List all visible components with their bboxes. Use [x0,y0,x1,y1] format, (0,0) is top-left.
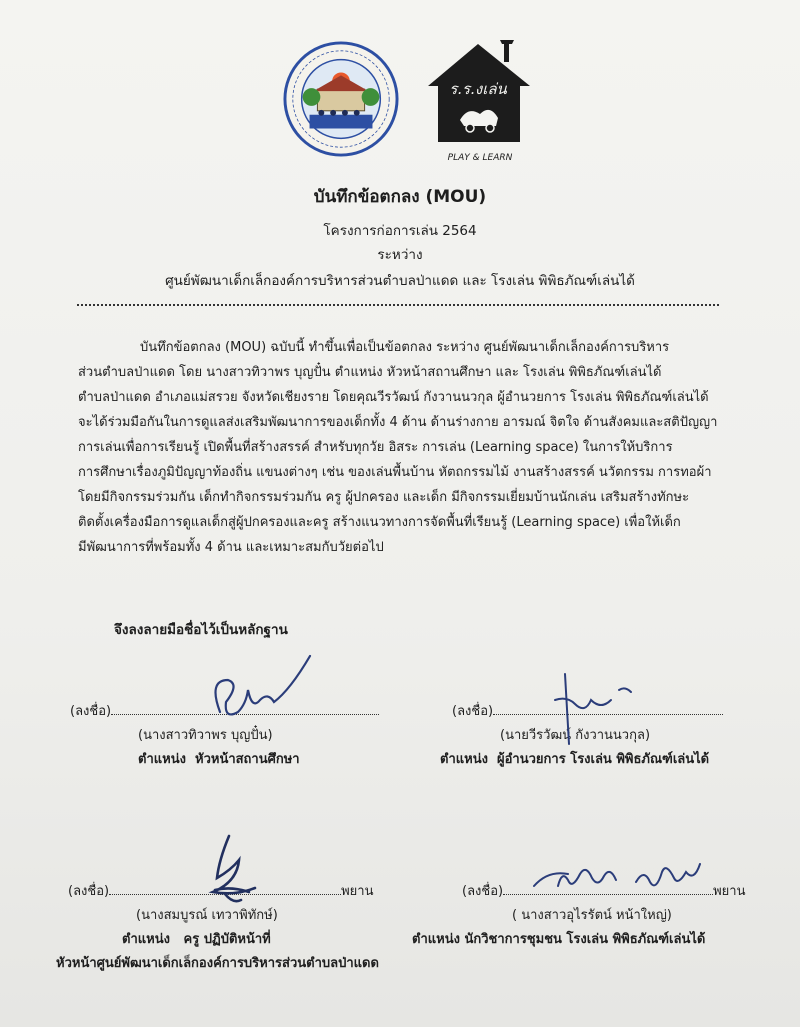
body-line: จะได้ร่วมมือกันในการดูแลส่งเสริมพัฒนาการของเด็กทั้ง 4 ด้าน ด้านร่างกาย อารมณ์ จิตใจ ด้านสังคมและสติปัญญา [78,415,718,430]
sign-label: (ลงชื่อ) [462,884,504,899]
position-label: ตำแหน่ง [412,932,460,947]
body-line: บันทึกข้อตกลง (MOU) ฉบับนี้ ทำขึ้นเพื่อเป็นข้อตกลง ระหว่าง ศูนย์พัฒนาเด็กเล็กองค์การบริหาร [140,340,670,355]
sign-label: (ลงชื่อ) [70,704,112,719]
signer-position-row [412,928,745,952]
signer-position-row [70,748,379,772]
body-line: โดยมีกิจกรรมร่วมกัน เด็กทำกิจกรรมร่วมกัน ครู ผู้ปกครอง และเด็ก มีกิจกรรมเยี่ยมบ้านนักเล่น เสริมสร้างทักษะ [78,490,690,505]
agreement-body [78,335,770,560]
play-and-learn-house-logo [420,34,540,164]
between-label: ระหว่าง [377,247,423,263]
witness-suffix: พยาน [341,884,374,899]
signer-name: (นายวีรวัฒน์ กังวานนวกุล) [500,728,651,743]
project-name: โครงการก่อการเล่น 2564 [323,223,477,239]
document-title: บันทึกข้อตกลง (MOU) [313,187,487,207]
body-line: ตำบลป่าแดด อำเภอแม่สรวย จังหวัดเชียงราย โดยคุณวีรวัฒน์ กังวานนวกุล ผู้อำนวยการ โรงเล่น พิพิธภัณฑ์เล่นได้ [78,390,709,405]
position-label: ตำแหน่ง [138,752,186,767]
body-line: การศึกษาเรื่องภูมิปัญญาท้องถิ่น แขนงต่างๆ เช่น ของเล่นพื้นบ้าน หัตถกรรมไม้ งานสร้างสรรค์ นวัตกรรม การทอผ้า [78,465,712,480]
house-logo-text: ร.ร.งเล่น [449,80,507,98]
handwritten-signature-2 [545,670,645,750]
house-logo-tagline: PLAY & LEARN [447,153,513,163]
witness-intro: จึงลงลายมือชื่อไว้เป็นหลักฐาน [114,622,288,638]
signer-name: ( นางสาวอุไรรัตน์ หน้าใหญ่) [512,908,672,923]
body-line: การเล่นเพื่อการเรียนรู้ เปิดพื้นที่สร้างสรรค์ สำหรับทุกวัย อิสระ การเล่น (Learning space) ในการให้บริการ [78,440,673,455]
signer-position: ผู้อำนวยการ โรงเล่น พิพิธภัณฑ์เล่นได้ [497,752,710,767]
witness-suffix: พยาน [713,884,746,899]
parties-line: ศูนย์พัฒนาเด็กเล็กองค์การบริหารส่วนตำบลป่าแดด และ โรงเล่น พิพิธภัณฑ์เล่นได้ [165,273,635,289]
handwritten-signature-1 [200,650,320,730]
signer-position-row [68,928,379,952]
logo-group [280,14,560,164]
signer-position: นักวิชาการชุมชน โรงเล่น พิพิธภัณฑ์เล่นได้ [464,932,706,947]
handwritten-signature-4 [528,852,718,902]
body-line: มีพัฒนาการที่พร้อมทั้ง 4 ด้าน และเหมาะสมกับวัยต่อไป [78,540,384,555]
position-label: ตำแหน่ง [122,932,170,947]
signer-position-row [440,748,723,772]
dotted-divider [77,304,719,306]
handwritten-signature-3 [195,830,275,910]
body-line: ส่วนตำบลป่าแดด โดย นางสาวทิวาพร บุญปั๋น ตำแหน่ง หัวหน้าสถานศึกษา และ โรงเล่น พิพิธภัณฑ์เล่นได้ [78,365,662,380]
signer-extra-position: หัวหน้าศูนย์พัฒนาเด็กเล็กองค์การบริหารส่วนตำบลป่าแดด [56,956,379,971]
child-center-seal-logo [282,40,400,158]
sign-label: (ลงชื่อ) [452,704,494,719]
signer-name: (นางสาวทิวาพร บุญปั๋น) [138,728,273,743]
signer-position: ครู ปฏิบัติหน้าที่ [183,932,271,947]
position-label: ตำแหน่ง [440,752,488,767]
body-line: ติดตั้งเครื่องมือการดูแลเด็กสู่ผู้ปกครองและครู สร้างแนวทางการจัดพื้นที่เรียนรู้ (Learning space) เพื่อให้เด็ก [78,515,681,530]
signer-position: หัวหน้าสถานศึกษา [195,752,300,767]
sign-label: (ลงชื่อ) [68,884,110,899]
signer-name: (นางสมบูรณ์ เทวาพิทักษ์) [136,908,278,923]
